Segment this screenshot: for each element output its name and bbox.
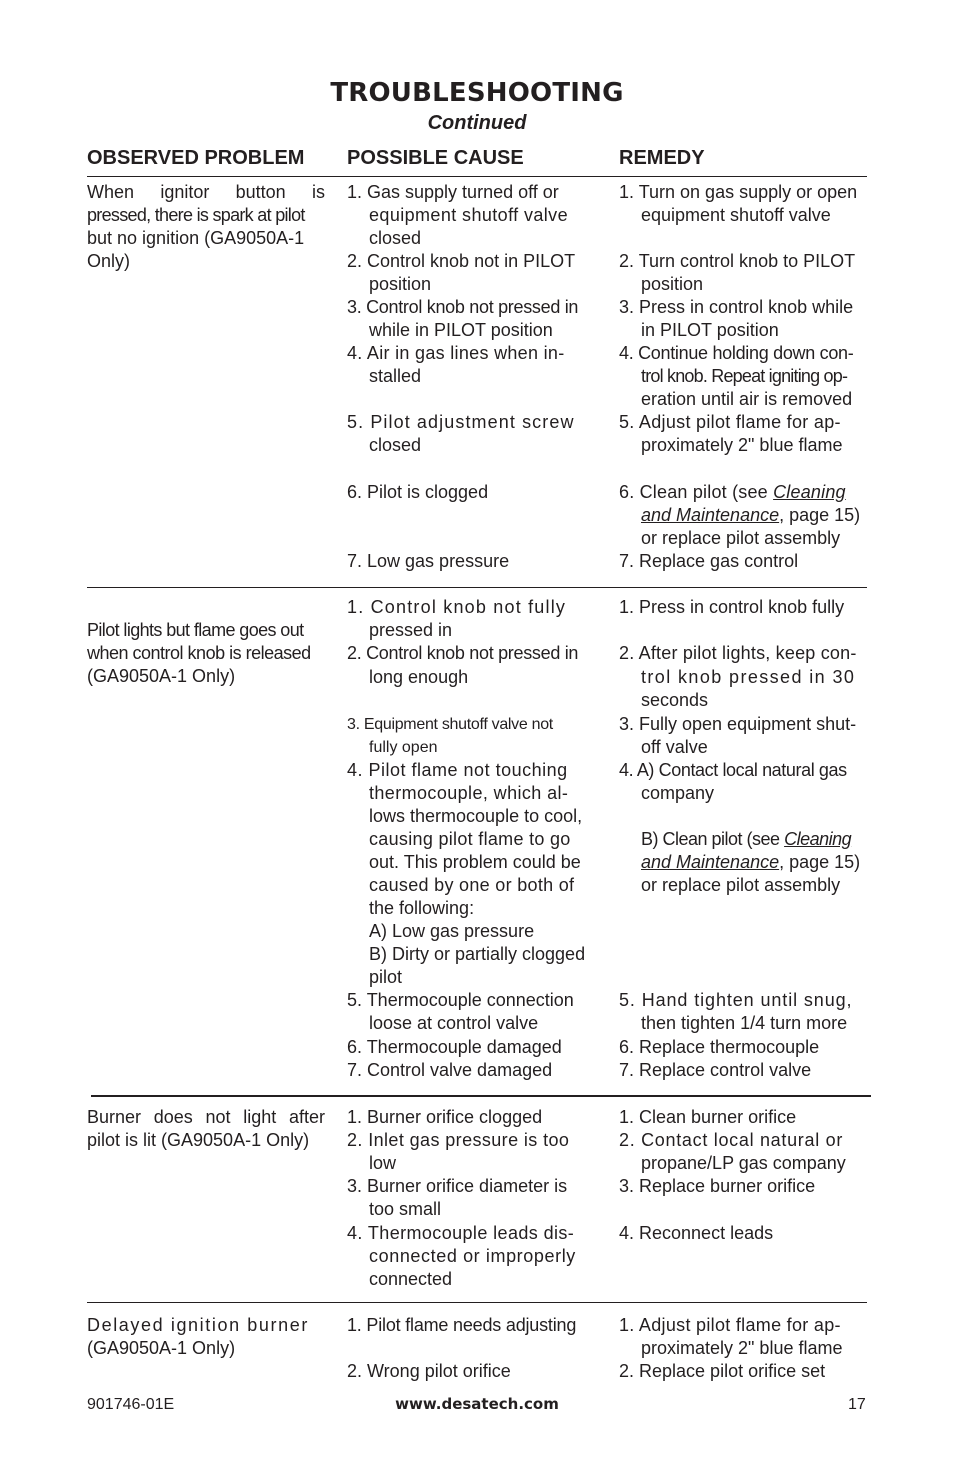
cause-line: connected or improperly <box>369 1246 576 1266</box>
remedy-line: 1. Turn on gas supply or open <box>619 182 858 202</box>
cause-line: A) Low gas pressure <box>369 921 535 941</box>
cause-line: 2. Control knob not in PILOT <box>347 251 576 271</box>
cause-line: 2. Wrong pilot orifice <box>347 1361 511 1381</box>
section-divider <box>91 1095 871 1097</box>
cause-line: loose at control valve <box>369 1013 539 1033</box>
remedy-line: 2. Contact local natural or <box>619 1130 844 1150</box>
cause-line: 6. Thermocouple damaged <box>347 1037 562 1057</box>
problem-line: Only) <box>87 251 131 271</box>
cause-line: 4. Air in gas lines when in- <box>347 343 565 363</box>
cause-line: 4. Thermocouple leads dis- <box>347 1223 575 1243</box>
remedy-line: 2. Turn control knob to PILOT <box>619 251 856 271</box>
problem-line: when control knob is released <box>87 643 311 663</box>
cause-line: causing pilot flame to go <box>369 829 571 849</box>
cause-line: long enough <box>369 667 469 687</box>
remedy-line: 3. Replace burner orifice <box>619 1176 816 1196</box>
cause-line: 1. Burner orifice clogged <box>347 1107 543 1127</box>
cause-line: 3. Control knob not pressed in <box>347 297 579 317</box>
remedy-line: or replace pilot assembly <box>641 875 841 895</box>
remedy-line: 6. Replace thermocouple <box>619 1037 820 1057</box>
problem-line: Pilot lights but flame goes out <box>87 620 304 640</box>
cause-line: pressed in <box>369 620 453 640</box>
cause-line: 6. Pilot is clogged <box>347 482 489 502</box>
section-divider <box>87 1302 867 1303</box>
cause-line: closed <box>369 435 422 455</box>
problem-1 <box>87 181 325 273</box>
remedy-text: 6. Clean pilot (see <box>619 482 774 502</box>
remedy-line: eration until air is removed <box>641 389 853 409</box>
cause-line: 1. Gas supply turned off or <box>347 182 559 202</box>
cause-line: too small <box>369 1199 442 1219</box>
column-header-observed: OBSERVED PROBLEM <box>87 147 305 169</box>
remedy-line: then tighten 1/4 turn more <box>641 1013 848 1033</box>
remedy-line: 1. Adjust pilot flame for ap- <box>619 1315 841 1335</box>
remedy-line: 5. Adjust pilot flame for ap- <box>619 412 841 432</box>
remedy-line: position <box>641 274 704 294</box>
page-subtitle: Continued <box>427 112 527 134</box>
cause-line: 2. Inlet gas pressure is too <box>347 1130 570 1150</box>
website-url: www.desatech.com <box>395 1395 559 1413</box>
cause-line: thermocouple, which al- <box>369 783 569 803</box>
remedy-line <box>641 828 851 851</box>
remedy-line: 7. Replace gas control <box>619 551 799 571</box>
cause-line: connected <box>369 1269 453 1289</box>
cause-line: lows thermocouple to cool, <box>369 806 583 826</box>
problem-2 <box>87 619 325 688</box>
remedy-line: 1. Press in control knob fully <box>619 597 845 617</box>
cause-line: 3. Burner orifice diameter is <box>347 1176 568 1196</box>
document-number: 901746-01E <box>87 1396 175 1413</box>
remedy-text: , page 15) <box>779 852 861 872</box>
problem-line: (GA9050A-1 Only) <box>87 666 236 686</box>
remedy-line: 4. A) Contact local natural gas <box>619 760 847 780</box>
problem-line: (GA9050A-1 Only) <box>87 1338 236 1358</box>
remedy-text: , page 15) <box>779 505 861 525</box>
cause-line: the following: <box>369 898 475 918</box>
remedy-line <box>619 481 846 504</box>
page-title: TROUBLESHOOTING <box>330 78 624 108</box>
page-number: 17 <box>848 1396 866 1413</box>
cause-line: while in PILOT position <box>369 320 553 340</box>
remedy-line: or replace pilot assembly <box>641 528 841 548</box>
cause-line: 2. Control knob not pressed in <box>347 643 579 663</box>
problem-4 <box>87 1314 325 1360</box>
remedy-line: in PILOT position <box>641 320 779 340</box>
cause-line: equipment shutoff valve <box>369 205 568 225</box>
cause-line: 1. Control knob not fully <box>347 597 567 617</box>
remedy-line: off valve <box>641 737 708 757</box>
problem-line: but no ignition (GA9050A-1 <box>87 228 305 248</box>
cause-line: position <box>369 274 432 294</box>
cleaning-reference: Cleaning <box>784 829 852 849</box>
remedy-line <box>641 504 860 527</box>
remedy-line: 5. Hand tighten until snug, <box>619 990 853 1010</box>
cleaning-reference: Cleaning <box>773 482 846 502</box>
remedy-line: 4. Reconnect leads <box>619 1223 774 1243</box>
remedy-line: 2. After pilot lights, keep con- <box>619 643 857 663</box>
cause-line: 5. Pilot adjustment screw <box>347 412 575 432</box>
remedy-line: 4. Continue holding down con- <box>619 343 854 363</box>
cause-line: stalled <box>369 366 422 386</box>
maintenance-reference: and Maintenance <box>641 852 780 872</box>
remedy-line: 3. Fully open equipment shut- <box>619 714 857 734</box>
problem-line: Delayed ignition burner <box>87 1315 309 1335</box>
remedy-line: trol knob pressed in 30 <box>641 667 856 687</box>
cause-line: 4. Pilot flame not touching <box>347 760 568 780</box>
remedy-line: 2. Replace pilot orifice set <box>619 1361 826 1381</box>
column-header-remedy: REMEDY <box>619 147 705 169</box>
cause-line: low <box>369 1153 397 1173</box>
problem-line: pressed, there is spark at pilot <box>87 205 305 225</box>
section-divider <box>87 587 867 588</box>
remedy-line: 3. Press in control knob while <box>619 297 854 317</box>
cause-line: pilot <box>369 967 403 987</box>
cause-line: fully open <box>369 739 438 756</box>
remedy-line <box>641 851 860 874</box>
cause-line: closed <box>369 228 422 248</box>
maintenance-reference: and Maintenance <box>641 505 780 525</box>
cause-line: 7. Control valve damaged <box>347 1060 553 1080</box>
cause-line: out. This problem could be <box>369 852 581 872</box>
cause-line: caused by one or both of <box>369 875 575 895</box>
problem-line: Burner does not light after <box>87 1107 325 1127</box>
remedy-line: propane/LP gas company <box>641 1153 846 1173</box>
problem-line: When ignitor button is <box>87 182 325 202</box>
remedy-line: proximately 2" blue flame <box>641 1338 843 1358</box>
remedy-line: 7. Replace control valve <box>619 1060 812 1080</box>
remedy-line: trol knob. Repeat igniting op- <box>641 366 848 386</box>
column-header-cause: POSSIBLE CAUSE <box>347 147 524 169</box>
cause-line: 1. Pilot flame needs adjusting <box>347 1315 577 1335</box>
cause-line: 5. Thermocouple connection <box>347 990 574 1010</box>
header-rule <box>87 176 867 177</box>
remedy-line: company <box>641 783 715 803</box>
remedy-line: 1. Clean burner orifice <box>619 1107 797 1127</box>
problem-line: pilot is lit (GA9050A-1 Only) <box>87 1130 310 1150</box>
remedy-line: proximately 2" blue flame <box>641 435 843 455</box>
remedy-text: B) Clean pilot (see <box>641 829 785 849</box>
cause-line: B) Dirty or partially clogged <box>369 944 586 964</box>
remedy-line: equipment shutoff valve <box>641 205 831 225</box>
problem-3 <box>87 1106 325 1152</box>
cause-line: 7. Low gas pressure <box>347 551 510 571</box>
cause-line: 3. Equipment shutoff valve not <box>347 716 553 733</box>
remedy-line: seconds <box>641 690 709 710</box>
